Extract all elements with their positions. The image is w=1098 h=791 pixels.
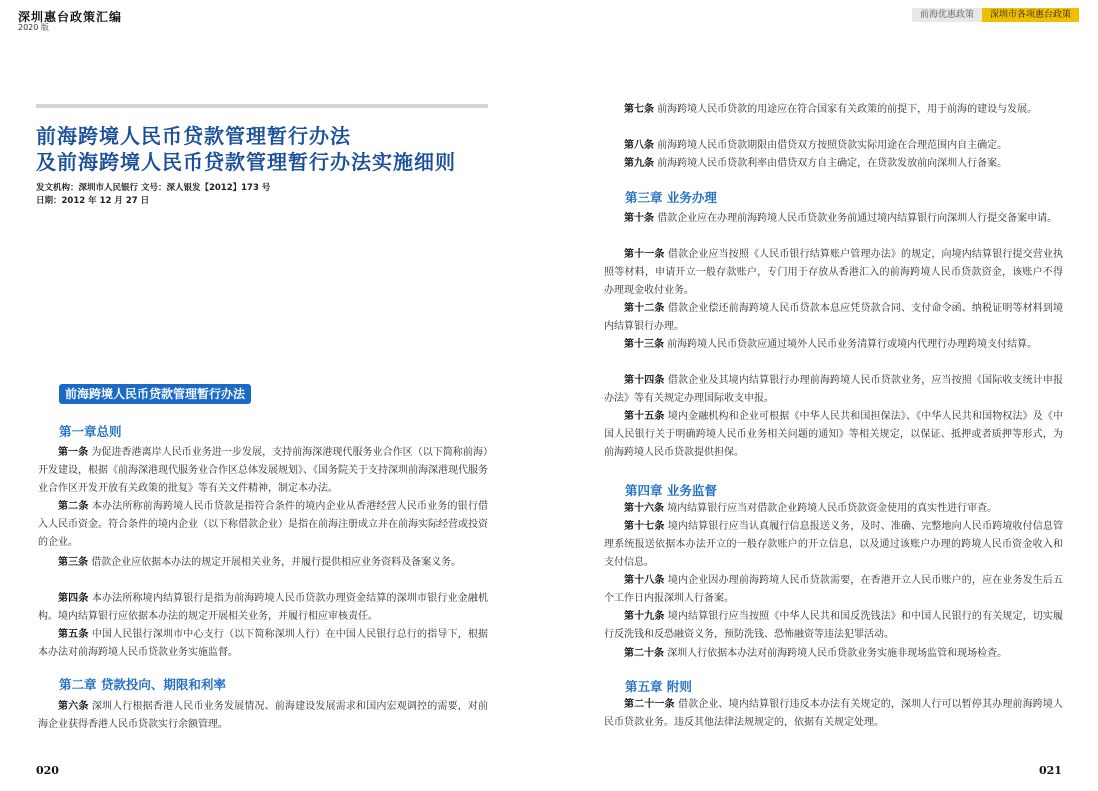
article-16	[604, 500, 1063, 518]
article-18	[604, 572, 1063, 608]
article-number: 第八条	[624, 140, 654, 151]
article-number: 第二条	[58, 501, 89, 512]
article-number: 第十二条	[624, 303, 665, 314]
tab-shenzhen-policies[interactable]: 深圳市各项惠台政策	[982, 8, 1079, 22]
chapter-heading-4: 第四章 业务监督	[625, 483, 717, 498]
article-number: 第五条	[58, 629, 89, 640]
article-number: 第十九条	[624, 611, 665, 622]
article-number: 第七条	[624, 104, 654, 115]
article-text: 境内金融机构和企业可根据《中华人民共和国担保法》、《中华人民共和国物权法》及《中国人民银行关于明确跨境人民币业务相关问题的通知》等相关规定，以保证、抵押或者质押等形式，为前海跨境人民币贷款提供担保。	[604, 411, 1063, 458]
article-21	[604, 696, 1063, 732]
chapter-heading-1: 第一章总则	[59, 424, 122, 439]
article-number: 第十八条	[624, 575, 665, 586]
article-5	[38, 626, 488, 662]
article-9	[604, 155, 1063, 173]
article-19	[604, 608, 1063, 644]
article-number: 第十条	[624, 213, 654, 224]
doc-title-line2: 及前海跨境人民币贷款管理暂行办法实施细则	[36, 150, 456, 174]
chapter-heading-2: 第二章 贷款投向、期限和利率	[59, 677, 226, 692]
article-4	[38, 590, 488, 626]
article-11	[604, 246, 1063, 300]
article-text: 前海跨境人民币贷款期限由借贷双方按照贷款实际用途在合理范围内自主确定。	[657, 140, 1008, 151]
article-3	[38, 554, 488, 572]
doc-meta-issuer: 发文机构：深圳市人民银行 文号：深人银发【2012】173 号	[36, 183, 271, 193]
article-text: 为促进香港离岸人民币业务进一步发展，支持前海深港现代服务业合作区（以下简称前海）开发建设，根据《前海深港现代服务业合作区总体发展规划》、《国务院关于支持深圳前海深港现代服务业合作区开发开放有关政策的批复》等有关文件精神，制定本办法。	[38, 447, 489, 494]
article-text: 本办法所称境内结算银行是指为前海跨境人民币贷款办理资金结算的深圳市银行业金融机构。境内结算银行应依据本办法的规定开展相关业务，并履行相应审核责任。	[38, 593, 489, 622]
article-text: 境内结算银行应当认真履行信息报送义务，及时、准确、完整地向人民币跨境收付信息管理系统报送依据本办法开立的一般存款账户的开立信息，以及通过该账户办理的跨境人民币资金收入和支付信息。	[604, 521, 1064, 568]
article-10	[604, 210, 1063, 228]
article-7	[604, 101, 1063, 119]
article-text: 借款企业应在办理前海跨境人民币贷款业务前通过境内结算银行向深圳人行提交备案申请。	[657, 213, 1058, 224]
article-14	[604, 372, 1063, 408]
header-tabs	[912, 8, 1079, 22]
article-text: 借款企业偿还前海跨境人民币贷款本息应凭贷款合同、支付命令函、纳税证明等材料到境内结算银行办理。	[604, 303, 1064, 332]
chapter-heading-3: 第三章 业务办理	[625, 190, 717, 205]
article-number: 第十四条	[624, 375, 665, 386]
article-number: 第一条	[58, 447, 89, 458]
article-text: 本办法所称前海跨境人民币贷款是指符合条件的境内企业从香港经营人民币业务的银行借入人民币资金。符合条件的境内企业（以下称借款企业）是指在前海注册成立并在前海实际经营或投资的企业。	[38, 501, 489, 548]
article-number: 第十一条	[624, 249, 665, 260]
page-number-left: 020	[36, 764, 59, 777]
article-text: 前海跨境人民币贷款应通过境外人民币业务清算行或境内代理行办理跨境支付结算。	[667, 339, 1038, 350]
article-text: 借款企业及其境内结算银行办理前海跨境人民币贷款业务，应当按照《国际收支统计申报办法》等有关规定办理国际收支申报。	[604, 375, 1064, 404]
article-number: 第六条	[58, 701, 89, 712]
article-number: 第十七条	[624, 521, 665, 532]
article-text: 境内结算银行应当对借款企业跨境人民币贷款资金使用的真实性进行审查。	[667, 503, 998, 514]
article-15	[604, 408, 1063, 462]
article-text: 深圳人行根据香港人民币业务发展情况、前海建设发展需求和国内宏观调控的需要，对前海企业获得香港人民币贷款实行余额管理。	[38, 701, 489, 730]
section-banner: 前海跨境人民币贷款管理暂行办法	[59, 384, 251, 404]
book-title: 深圳惠台政策汇编	[18, 10, 123, 24]
title-rule	[36, 104, 488, 108]
article-number: 第四条	[58, 593, 89, 604]
tab-qianhai-policies[interactable]: 前海优惠政策	[912, 8, 982, 22]
article-12	[604, 300, 1063, 336]
article-13	[604, 336, 1063, 354]
article-1	[38, 444, 488, 498]
article-number: 第二十一条	[624, 699, 675, 710]
article-text: 深圳人行依据本办法对前海跨境人民币贷款业务实施非现场监管和现场检查。	[667, 648, 1008, 659]
article-text: 境内企业因办理前海跨境人民币贷款需要，在香港开立人民币账户的，应在业务发生后五个工作日内报深圳人行备案。	[604, 575, 1064, 604]
article-17	[604, 518, 1063, 572]
article-text: 借款企业、境内结算银行违反本办法有关规定的，深圳人行可以暂停其办理前海跨境人民币贷款业务。违反其他法律法规规定的，依据有关规定处理。	[604, 699, 1064, 728]
doc-title-line1: 前海跨境人民币贷款管理暂行办法	[36, 124, 351, 148]
article-6	[38, 698, 488, 734]
article-20	[604, 645, 1063, 663]
article-number: 第十六条	[624, 503, 664, 514]
article-number: 第九条	[624, 158, 654, 169]
article-number: 第十五条	[624, 411, 665, 422]
article-text: 中国人民银行深圳市中心支行（以下简称深圳人行）在中国人民银行总行的指导下，根据本办法对前海跨境人民币贷款业务实施监督。	[38, 629, 489, 658]
article-number: 第十三条	[624, 339, 664, 350]
article-8	[604, 137, 1063, 155]
edition-label: 2020 版	[18, 23, 49, 32]
article-2	[38, 498, 488, 552]
chapter-heading-5: 第五章 附则	[625, 679, 692, 694]
article-number: 第二十条	[624, 648, 664, 659]
article-text: 前海跨境人民币贷款的用途应在符合国家有关政策的前提下，用于前海的建设与发展。	[657, 104, 1038, 115]
page-number-right: 021	[1039, 764, 1062, 777]
article-text: 境内结算银行应当按照《中华人民共和国反洗钱法》和中国人民银行的有关规定，切实履行反洗钱和反恐融资义务，预防洗钱、恐怖融资等违法犯罪活动。	[604, 611, 1064, 640]
doc-meta-date: 日期：2012 年 12 月 27 日	[36, 196, 150, 206]
article-number: 第三条	[58, 557, 88, 568]
article-text: 借款企业应当按照《人民币银行结算账户管理办法》的规定，向境内结算银行提交营业执照等材料，申请开立一般存款账户，专门用于存放从香港汇入的前海跨境人民币贷款资金，该账户不得办理现金收付业务。	[604, 249, 1064, 296]
article-text: 前海跨境人民币贷款利率由借贷双方自主确定，在贷款发放前向深圳人行备案。	[657, 158, 1008, 169]
article-text: 借款企业应依据本办法的规定开展相关业务，并履行提供相应业务资料及备案义务。	[91, 557, 462, 568]
